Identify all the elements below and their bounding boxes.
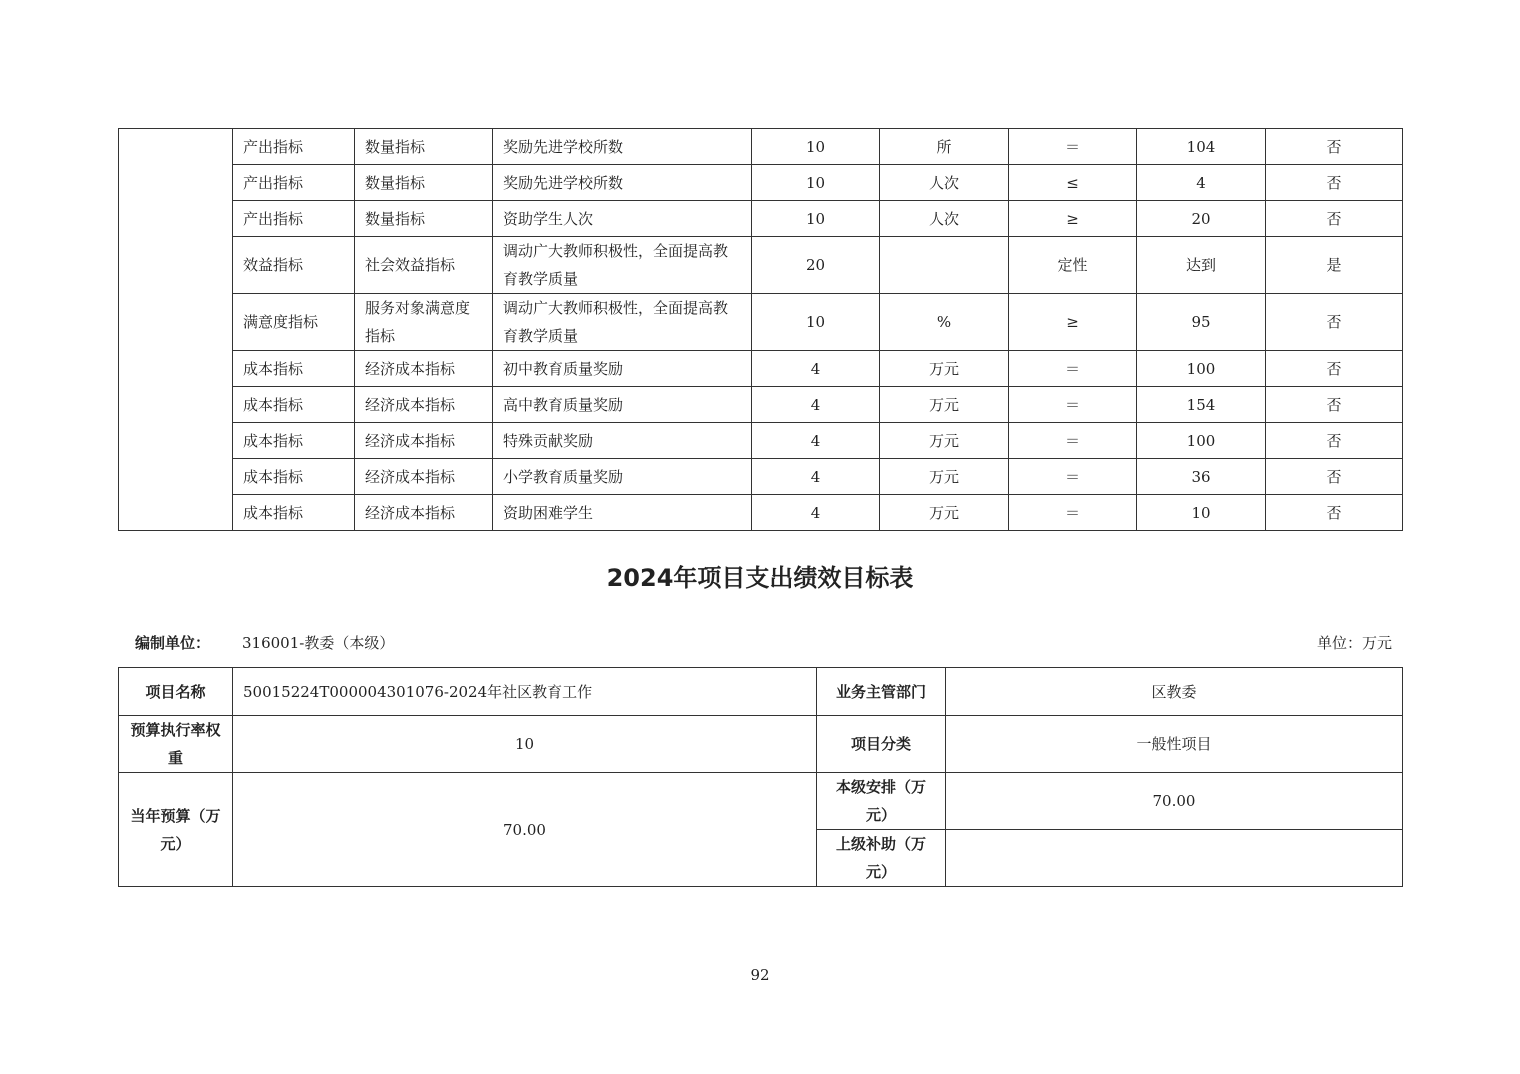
page-title: 2024年项目支出绩效目标表 [606,564,914,592]
blank-cell [119,129,233,531]
level1-cell: 效益指标 [233,237,355,294]
core-indicator-cell: 否 [1266,459,1403,495]
level2-cell: 经济成本指标 [355,495,493,531]
budget-label: 当年预算（万元） [119,773,233,887]
operator-cell: ≥ [1009,201,1137,237]
core-indicator-cell: 否 [1266,129,1403,165]
unit-row [118,632,1392,656]
target-value-cell: 100 [1137,423,1266,459]
table-row [119,237,1403,294]
project-info-table [118,667,1403,887]
level1-cell: 成本指标 [233,495,355,531]
project-name-label: 项目名称 [119,668,233,716]
category-label: 项目分类 [817,716,946,773]
indicator-name-cell: 特殊贡献奖励 [493,423,752,459]
weight-cell: 10 [752,129,880,165]
level1-cell: 满意度指标 [233,294,355,351]
operator-cell: ＝ [1009,387,1137,423]
unit-cell: % [880,294,1009,351]
weight-cell: 20 [752,237,880,294]
indicator-table [118,128,1403,531]
core-indicator-cell: 否 [1266,387,1403,423]
operator-cell: ＝ [1009,129,1137,165]
weight-cell: 10 [752,165,880,201]
rate-value: 10 [233,716,817,773]
target-value-cell: 104 [1137,129,1266,165]
indicator-name-cell: 奖励先进学校所数 [493,129,752,165]
core-indicator-cell: 否 [1266,351,1403,387]
level1-cell: 成本指标 [233,387,355,423]
rate-label: 预算执行率权重 [119,716,233,773]
table-row [119,459,1403,495]
table-row [119,351,1403,387]
local-value: 70.00 [946,773,1403,830]
level1-cell: 成本指标 [233,351,355,387]
table-row [119,165,1403,201]
level2-cell: 社会效益指标 [355,237,493,294]
category-value: 一般性项目 [946,716,1403,773]
level2-cell: 数量指标 [355,129,493,165]
indicator-name-cell: 调动广大教师积极性，全面提高教育教学质量 [493,294,752,351]
indicator-name-cell: 奖励先进学校所数 [493,165,752,201]
core-indicator-cell: 是 [1266,237,1403,294]
core-indicator-cell: 否 [1266,165,1403,201]
unit-cell: 万元 [880,351,1009,387]
indicator-name-cell: 小学教育质量奖励 [493,459,752,495]
level2-cell: 经济成本指标 [355,423,493,459]
level2-cell: 服务对象满意度指标 [355,294,493,351]
table-row [119,201,1403,237]
core-indicator-cell: 否 [1266,201,1403,237]
level2-cell: 经济成本指标 [355,459,493,495]
unit-cell: 人次 [880,165,1009,201]
unit-label: 编制单位： [135,634,211,652]
unit-value: 316001-教委（本级） [242,634,395,652]
weight-cell: 4 [752,495,880,531]
target-value-cell: 达到 [1137,237,1266,294]
level2-cell: 经济成本指标 [355,387,493,423]
level2-cell: 数量指标 [355,165,493,201]
core-indicator-cell: 否 [1266,423,1403,459]
operator-cell: ＝ [1009,495,1137,531]
table-row [119,423,1403,459]
target-value-cell: 36 [1137,459,1266,495]
indicator-name-cell: 资助困难学生 [493,495,752,531]
weight-cell: 4 [752,459,880,495]
level1-cell: 产出指标 [233,201,355,237]
project-name: 50015224T000004301076-2024年社区教育工作 [233,668,817,716]
local-label: 本级安排（万元） [817,773,946,830]
dept-value: 区教委 [946,668,1403,716]
operator-cell: ≥ [1009,294,1137,351]
unit-cell: 万元 [880,459,1009,495]
indicator-name-cell: 高中教育质量奖励 [493,387,752,423]
level2-cell: 数量指标 [355,201,493,237]
target-value-cell: 95 [1137,294,1266,351]
table-row [119,495,1403,531]
weight-cell: 10 [752,294,880,351]
unit-cell [880,237,1009,294]
unit-cell: 万元 [880,423,1009,459]
level1-cell: 成本指标 [233,459,355,495]
core-indicator-cell: 否 [1266,294,1403,351]
target-value-cell: 20 [1137,201,1266,237]
indicator-name-cell: 调动广大教师积极性，全面提高教育教学质量 [493,237,752,294]
unit-cell: 万元 [880,387,1009,423]
operator-cell: ＝ [1009,423,1137,459]
operator-cell: 定性 [1009,237,1137,294]
weight-cell: 4 [752,387,880,423]
dept-label: 业务主管部门 [817,668,946,716]
page-number: 92 [750,966,770,984]
target-value-cell: 100 [1137,351,1266,387]
operator-cell: ≤ [1009,165,1137,201]
table-row [119,387,1403,423]
budget-value: 70.00 [233,773,817,887]
core-indicator-cell: 否 [1266,495,1403,531]
unit-cell: 所 [880,129,1009,165]
target-value-cell: 4 [1137,165,1266,201]
target-value-cell: 154 [1137,387,1266,423]
operator-cell: ＝ [1009,351,1137,387]
weight-cell: 4 [752,423,880,459]
weight-cell: 10 [752,201,880,237]
target-value-cell: 10 [1137,495,1266,531]
level1-cell: 产出指标 [233,129,355,165]
weight-cell: 4 [752,351,880,387]
table-row [119,129,1403,165]
unit-cell: 万元 [880,495,1009,531]
currency-unit: 单位：万元 [1316,634,1392,652]
table-row [119,294,1403,351]
upper-label: 上级补助（万元） [817,830,946,887]
level1-cell: 成本指标 [233,423,355,459]
level2-cell: 经济成本指标 [355,351,493,387]
operator-cell: ＝ [1009,459,1137,495]
unit-cell: 人次 [880,201,1009,237]
indicator-name-cell: 资助学生人次 [493,201,752,237]
indicator-name-cell: 初中教育质量奖励 [493,351,752,387]
upper-value [946,830,1403,887]
level1-cell: 产出指标 [233,165,355,201]
